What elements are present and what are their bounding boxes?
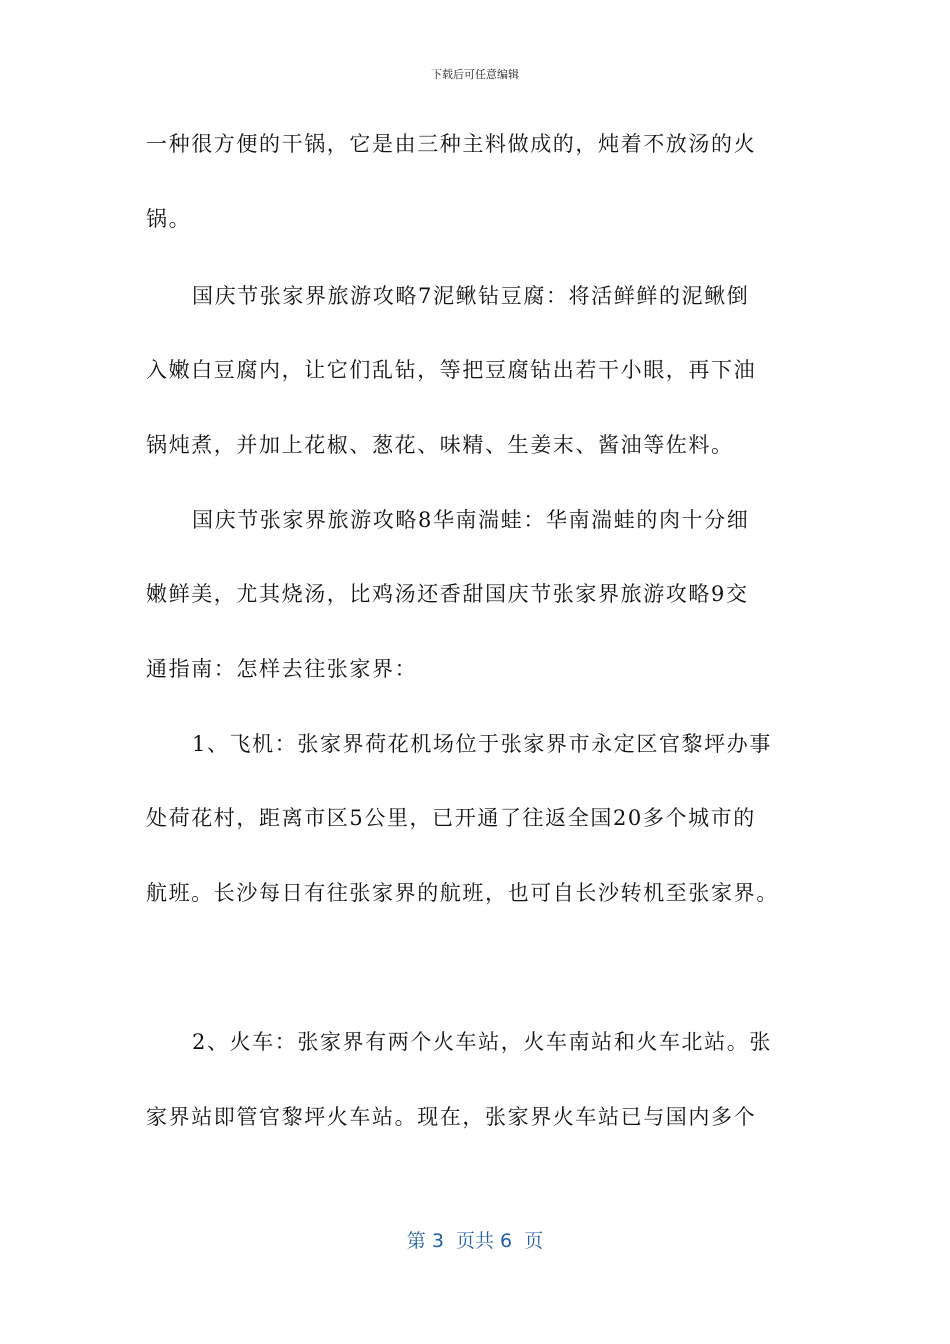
page-header: 下载后可任意编辑 [431, 68, 519, 81]
body-line-7: 嫩鲜美，尤其烧汤，比鸡汤还香甜国庆节张家界旅游攻略9交 [146, 582, 749, 606]
body-line-11: 航班。长沙每日有往张家界的航班，也可自长沙转机至张家界。 [146, 881, 779, 905]
body-line-8: 通指南：怎样去往张家界： [146, 657, 418, 681]
body-line-1: 一种很方便的干锅，它是由三种主料做成的，炖着不放汤的火 [146, 132, 757, 156]
body-line-3: 国庆节张家界旅游攻略7泥鳅钻豆腐：将活鲜鲜的泥鳅倒 [192, 284, 750, 308]
body-line-6: 国庆节张家界旅游攻略8华南湍蛙：华南湍蛙的肉十分细 [192, 508, 750, 532]
body-line-13: 家界站即管官黎坪火车站。现在，张家界火车站已与国内多个 [146, 1105, 757, 1129]
body-line-10: 处荷花村，距离市区5公里，已开通了往返全国20多个城市的 [146, 806, 756, 830]
body-line-4: 入嫩白豆腐内，让它们乱钻，等把豆腐钻出若干小眼，再下油 [146, 358, 757, 382]
body-line-9: 1、飞机：张家界荷花机场位于张家界市永定区官黎坪办事 [192, 732, 772, 756]
body-line-5: 锅炖煮，并加上花椒、葱花、味精、生姜末、酱油等佐料。 [146, 433, 734, 457]
body-line-12: 2、火车：张家界有两个火车站，火车南站和火车北站。张 [192, 1030, 772, 1054]
body-line-2: 锅。 [146, 207, 192, 231]
page-footer: 第 3 页共 6 页 [406, 1230, 544, 1252]
